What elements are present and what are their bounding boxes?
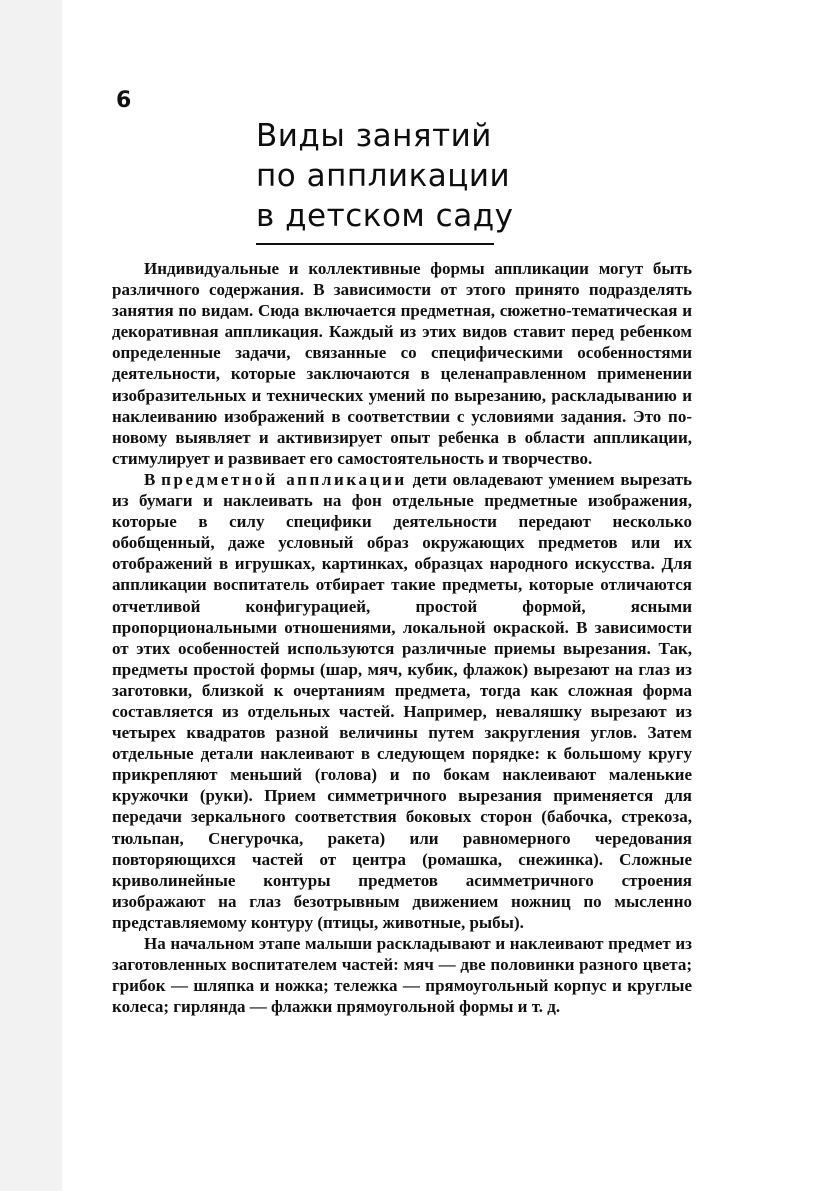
title-underline xyxy=(256,243,494,245)
body-text xyxy=(112,258,692,1017)
paragraph-subject-applique xyxy=(112,469,692,933)
scan-left-margin xyxy=(0,0,62,1191)
title-line-3: в детском саду xyxy=(256,198,514,234)
emphasized-term: предметной аппликации xyxy=(161,469,407,489)
chapter-title xyxy=(256,116,546,236)
page-number: 6 xyxy=(116,88,132,113)
paragraph-intro: Индивидуальные и коллективные формы аппликации могут быть различного содержания. В зависимости от этого принято подразделять занятия по видам. Сюда включается предметная, сюжетно-тематическая и декоративная аппликация. Каждый из этих видов ставит перед ребенком определенные задачи, связанные со специфическими особенностями деятельности, которые заключаются в целенаправленном применении изобразительных и технических умений по вырезанию, раскладыванию и наклеиванию изображений в соответствии с условиями задания. Это по-новому выявляет и активизирует опыт ребенка в области аппликации, стимулирует и развивает его самостоятельность и творчество. xyxy=(112,259,692,468)
paragraph-body: дети овладевают умением вырезать из бумаги и наклеивать на фон отдельные предметные изображения, которые в силу специфики деятельности передают несколько обобщенный, даже условный образ окружающих предметов или их отображений в игрушках, картинках, образцах народного искусства. Для аппликации воспитатель отбирает такие предметы, которые отличаются отчетливой конфигурацией, простой формой, ясными пропорциональными отношениями, локальной окраской. В зависимости от этих особенностей используются различные приемы вырезания. Так, предметы простой формы (шар, мяч, кубик, флажок) вырезают на глаз из заготовки, близкой к очертаниям предмета, тогда как сложная форма составляется из отдельных частей. Например, неваляшку вырезают из четырех квадратов разной величины путем закругления углов. Затем отдельные детали наклеивают в следующем порядке: к большому кругу прикрепляют меньший (голова) и по бокам наклеивают маленькие кружочки (руки). Прием симметричного вырезания применяется для передачи зеркального соответствия боковых сторон (бабочка, стрекоза, тюльпан, Снегурочка, ракета) или равномерного чередования повторяющихся частей от центра (ромашка, снежинка). Сложные криволинейные контуры предметов асимметричного строения изображают на глаз безотрывным движением ножниц по мысленно представляемому контуру (птицы, животные, рыбы). xyxy=(112,469,693,932)
title-line-2: по аппликации xyxy=(256,158,511,194)
paragraph-initial-stage: На начальном этапе малыши раскладывают и наклеивают предмет из заготовленных воспитателем частей: мяч — две половинки разного цвета; грибок — шляпка и ножка; тележка — прямоугольный корпус и круглые колеса; гирлянда — флажки прямоугольной формы и т. д. xyxy=(112,934,692,1017)
title-line-1: Виды занятий xyxy=(256,118,492,154)
paragraph-lead-word: В xyxy=(144,469,156,489)
